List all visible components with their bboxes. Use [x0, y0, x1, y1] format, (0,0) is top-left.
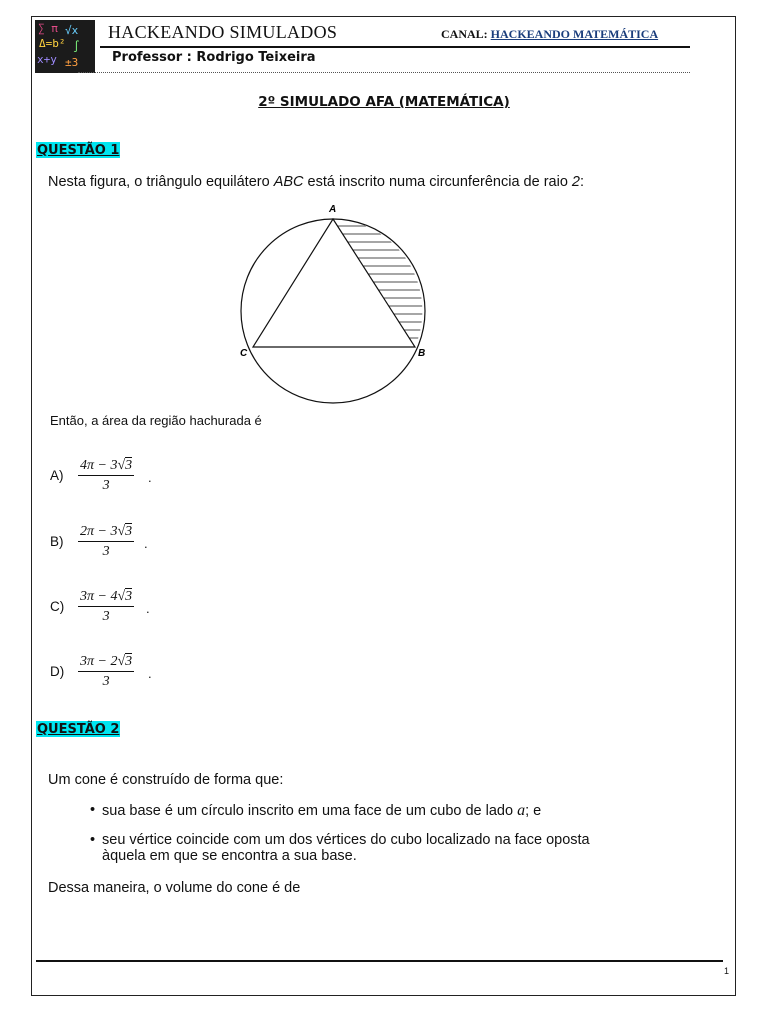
vertex-label-b: B: [418, 348, 426, 359]
question-2-intro: Um cone é construído de forma que:: [48, 772, 284, 788]
statement-text-start: Nesta figura, o triângulo equilátero: [48, 174, 274, 190]
channel-prefix: CANAL:: [441, 27, 488, 41]
option-fraction: $\frac{2\pi - 3√3}{3}$: [80, 524, 133, 559]
vertex-label-a: A: [329, 204, 337, 215]
page-number: 1: [724, 966, 730, 976]
condition-base: • sua base é um círculo inscrito em uma face de um cubo de lado a; e: [92, 802, 590, 820]
option-letter: B): [50, 534, 64, 549]
radius-value: 2: [571, 174, 580, 190]
question-1-label: QUESTÃO 1: [37, 143, 120, 158]
condition-vertex: • seu vértice coincide com um dos vértices do cubo localizado na face oposta àquela em que se encontra a sua base.: [92, 832, 590, 864]
header-channel: [441, 27, 658, 42]
question-2-closing: Dessa maneira, o volume do cone é de: [48, 880, 301, 896]
question-2-label: QUESTÃO 2: [37, 722, 120, 737]
statement-text-end: :: [580, 174, 585, 190]
option-fraction: $\frac{3\pi - 4√3}{3}$: [80, 589, 133, 624]
option-letter: A): [50, 468, 64, 483]
channel-logo: ∑ π √x Δ=b² ∫ x+y ±3: [35, 20, 95, 73]
option-letter: C): [50, 599, 65, 614]
header-rule: [100, 46, 690, 48]
professor-name: Professor : Rodrigo Teixeira: [112, 50, 316, 65]
channel-link[interactable]: HACKEANDO MATEMÁTICA: [490, 27, 659, 41]
header-dotted-rule: [78, 72, 690, 73]
header-title: HACKEANDO SIMULADOS: [108, 22, 338, 42]
option-fraction: $\frac{3\pi - 2√3}{3}$: [80, 654, 133, 689]
document-title: 2º SIMULADO AFA (MATEMÁTICA): [258, 94, 510, 110]
question-2-conditions: [92, 802, 590, 864]
vertex-label-c: C: [240, 348, 248, 359]
option-letter: D): [50, 664, 65, 679]
footer-rule: [36, 960, 723, 962]
statement-text-mid: está inscrito numa circunferência de raio: [303, 174, 572, 190]
question-1-prompt: Então, a área da região hachurada é: [50, 413, 262, 428]
triangle-name: ABC: [273, 174, 304, 190]
question-1-statement: [48, 174, 584, 190]
option-fraction: $\frac{4\pi - 3√3}{3}$: [80, 458, 133, 493]
